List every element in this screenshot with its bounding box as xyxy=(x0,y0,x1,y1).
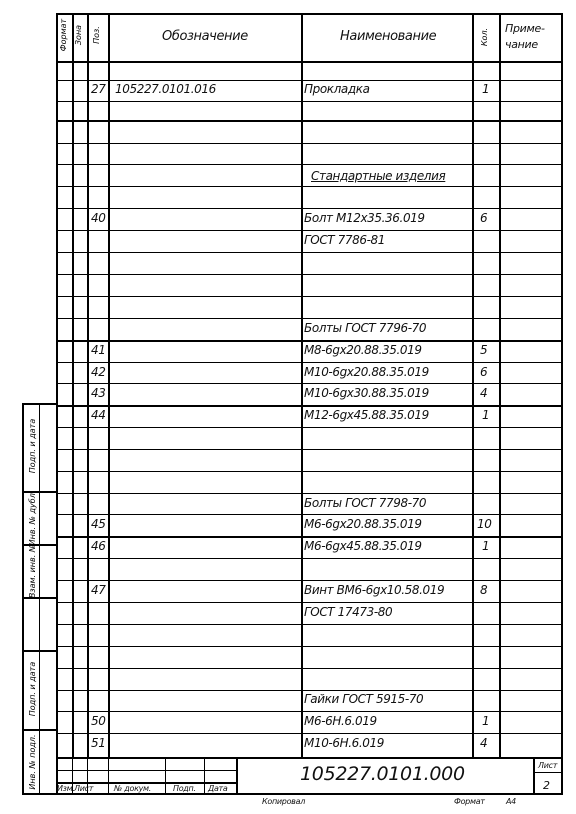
row-name: М6-6Н.6.019 xyxy=(304,714,377,728)
strip-inv-podl: Инв. № подл. xyxy=(28,734,37,790)
row-qty: 6 xyxy=(480,365,488,379)
row-qty: 4 xyxy=(480,386,488,400)
row-qty: 5 xyxy=(480,343,488,357)
group-title: Болты ГОСТ 7798-70 xyxy=(304,496,427,510)
row-name: М8-6gх20.88.35.019 xyxy=(304,343,422,357)
row-qty: 1 xyxy=(482,714,490,728)
tb-list: Лист xyxy=(74,784,94,793)
row-pos: 41 xyxy=(91,343,106,357)
row-pos: 51 xyxy=(91,736,106,750)
row-name: Винт ВМ6-6gх10.58.019 xyxy=(304,583,445,597)
row-designation: 105227.0101.016 xyxy=(115,82,216,96)
header-zone: Зона xyxy=(74,24,83,46)
strip-vzam-inv: Взам. инв. № xyxy=(28,543,37,599)
tb-izm: Изм. xyxy=(57,784,75,793)
row-pos: 45 xyxy=(91,517,106,531)
row-name: ГОСТ 17473-80 xyxy=(304,605,393,619)
header-note-2: чание xyxy=(505,38,538,51)
tb-sheet-no: 2 xyxy=(543,779,550,792)
tb-sheet-label: Лист xyxy=(538,761,558,770)
header-designation: Обозначение xyxy=(162,29,248,44)
tb-designation: 105227.0101.000 xyxy=(300,763,465,785)
row-name: Болт М12х35.36.019 xyxy=(304,211,425,225)
row-name: М6-6gх20.88.35.019 xyxy=(304,517,422,531)
strip-podp-data-2: Подп. и дата xyxy=(28,661,37,717)
header-qty: Кол. xyxy=(480,27,489,47)
row-pos: 40 xyxy=(91,211,106,225)
footer-format-value: А4 xyxy=(506,797,516,806)
group-title: Болты ГОСТ 7796-70 xyxy=(304,321,427,335)
sheet-frame xyxy=(56,13,563,795)
tb-podp: Подп. xyxy=(173,784,196,793)
row-name: М10-6Н.6.019 xyxy=(304,736,384,750)
header-pos: Поз. xyxy=(92,26,101,44)
row-qty: 4 xyxy=(480,736,488,750)
row-name: Прокладка xyxy=(304,82,370,96)
tb-doc-no: № докум. xyxy=(114,784,152,793)
footer-copied: Копировал xyxy=(262,797,306,806)
strip-podp-data-1: Подп. и дата xyxy=(28,418,37,474)
row-qty: 1 xyxy=(482,539,490,553)
header-format: Формат xyxy=(59,18,68,52)
row-name: ГОСТ 7786-81 xyxy=(304,233,385,247)
row-name: М12-6gх45.88.35.019 xyxy=(304,408,429,422)
row-qty: 1 xyxy=(482,82,490,96)
row-qty: 8 xyxy=(480,583,488,597)
row-qty: 10 xyxy=(477,517,492,531)
header-name: Наименование xyxy=(340,29,437,44)
row-qty: 1 xyxy=(482,408,490,422)
row-pos: 47 xyxy=(91,583,106,597)
row-name: М10-6gх30.88.35.019 xyxy=(304,386,429,400)
group-title: Гайки ГОСТ 5915-70 xyxy=(304,692,424,706)
row-qty: 6 xyxy=(480,211,488,225)
row-pos: 43 xyxy=(91,386,106,400)
row-pos: 27 xyxy=(91,82,106,96)
footer-format-label: Формат xyxy=(454,797,485,806)
row-name: М10-6gх20.88.35.019 xyxy=(304,365,429,379)
row-pos: 46 xyxy=(91,539,106,553)
row-pos: 42 xyxy=(91,365,106,379)
row-name: М6-6gх45.88.35.019 xyxy=(304,539,422,553)
strip-inv-dubl: Инв. № дубл. xyxy=(28,490,37,546)
section-title: Стандартные изделия xyxy=(311,169,446,183)
tb-data: Дата xyxy=(208,784,228,793)
row-pos: 50 xyxy=(91,714,106,728)
header-note-1: Приме- xyxy=(505,22,545,35)
row-pos: 44 xyxy=(91,408,106,422)
